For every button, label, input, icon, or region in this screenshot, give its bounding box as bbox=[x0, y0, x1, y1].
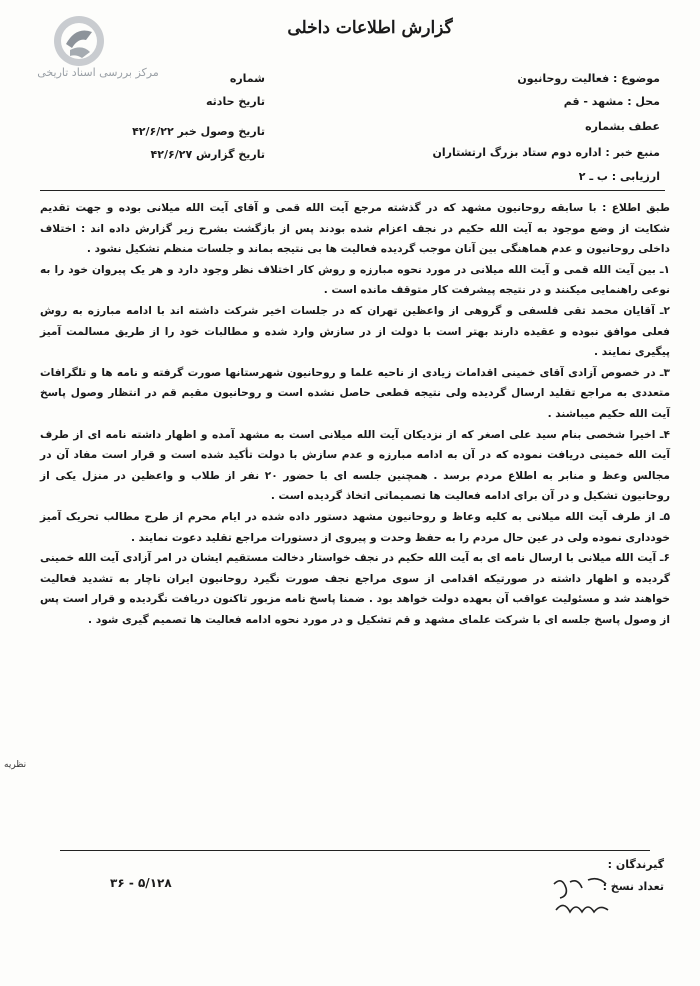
copies-label: تعداد نسخ : bbox=[602, 880, 664, 893]
body-paragraph: ۱ـ بین آیت الله قمی و آیت الله میلانی در مورد نحوه مبارزه و روش کار اختلاف نظر وجود دارد و هر یک پیروان خود را به نوعی راهنمایی میکنند و در نتیجه پیشرفت کار متوقف مانده است . bbox=[40, 263, 670, 297]
body-paragraph: ۳ـ در خصوص آزادی آقای خمینی اقدامات زیادی از ناحیه علما و روحانیون شهرستانها صورت گرفته و نامه ها و تلگرافات متعددی به مراجع تقلید ارسال گردیده ولی نتیجه قطعی حاصل نشده است و روحانیون مقیم قم در انتظار وصول پاسخ آیت الله حکیم میباشند . bbox=[40, 366, 670, 420]
rating-field: ارزیابی : ب ـ ۲ bbox=[578, 170, 660, 183]
header-divider bbox=[40, 190, 665, 191]
received-date-field: تاریخ وصول خبر ۴۲/۶/۲۲ bbox=[132, 125, 265, 138]
event-date-field: تاریخ حادثه bbox=[206, 95, 265, 108]
archive-name: مرکز بررسی اسناد تاریخی bbox=[37, 66, 159, 79]
report-body bbox=[40, 198, 670, 630]
number-field: شماره bbox=[229, 72, 265, 85]
body-paragraph: ۲ـ آقایان محمد تقی فلسفی و گروهی از واعظین تهران که در جلسات اخیر شرکت داشته اند با ادامه مبارزه به روش فعلی موافق نبوده و عقیده دارند بهتر است با دولت از در سازش وارد شده و مطالبات خود را از طریق مسالمت آمیز پیگیری نمایند . bbox=[40, 304, 670, 359]
signature-icon bbox=[548, 874, 618, 920]
body-paragraph: طبق اطلاع : با سابقه روحانیون مشهد که در گذشته مرجع آیت الله قمی و آقای آیت الله میلانی بوده و جهت تقدیم شکایت از وضع موجود به آیت الله حکیم در نجف اعزام شده بودند پس از بازگشت بشرح زیر گزارش داده اند : اختلاف داخلی روحانیون و عدم هماهنگی بین آنان موجب گردیده فعالیت ها بی نتیجه بماند و جلسات منظم تشکیل نشود . bbox=[40, 202, 670, 256]
margin-note: نظریه bbox=[4, 760, 27, 770]
archive-logo-icon bbox=[52, 14, 106, 68]
body-paragraph: ۴ـ اخیرا شخصی بنام سید علی اصغر که از نزدیکان آیت الله میلانی است به مشهد آمده و اظهار داشته نامه ای از طرف آیت الله خمینی دریافت نموده که در آن به ادامه مبارزه و عدم سازش با دولت تأکید شده است و قرار است مفاد آن در مجالس وعظ و منابر به اطلاع مردم برسد . همچنین جلسه ای با حضور ۲۰ نفر از طلاب و واعظین در منزل یکی از روحانیون تشکیل و در آن برای ادامه فعالیت ها تصمیماتی اتخاذ گردیده است . bbox=[40, 428, 670, 503]
report-date-field: تاریخ گزارش ۴۲/۶/۲۷ bbox=[150, 148, 265, 161]
footer-divider bbox=[60, 850, 650, 851]
reference-number: ۳۶ - ۵/۱۲۸ bbox=[110, 876, 172, 890]
reference-number-field: عطف بشماره bbox=[585, 120, 660, 133]
body-paragraph: ۵ـ از طرف آیت الله میلانی به کلیه وعاظ و روحانیون مشهد دستور داده شده در ایام محرم از طرح مطالب تحریک آمیز خودداری نموده ولی در عین حال مردم را به حفظ وحدت و پیروی از دستورات مراجع تقلید دعوت نمایند . bbox=[40, 510, 670, 544]
source-field: منبع خبر : اداره دوم ستاد بزرگ ارتشتاران bbox=[432, 146, 660, 159]
location-field: محل : مشهد - قم bbox=[563, 95, 660, 108]
subject-field: موضوع : فعالیت روحانیون bbox=[517, 72, 660, 85]
recipients-label: گیرندگان : bbox=[607, 858, 664, 871]
body-paragraph: ۶ـ آیت الله میلانی با ارسال نامه ای به آیت الله حکیم در نجف خواستار دخالت مستقیم ایشان در امر آزادی آیت الله خمینی گردیده و اظهار داشته در صورتیکه اقدامی از سوی مراجع نجف صورت نگیرد روحانیون ایران ناچار به تشدید فعالیت خواهند شد و مسئولیت عواقب آن بعهده دولت خواهد بود . ضمنا پاسخ نامه مزبور تاکنون دریافت نگردیده و قرار است پس از وصول پاسخ جلسه ای با شرکت علمای مشهد و قم تشکیل و در مورد نحوه ادامه فعالیت ها تصمیم گیری شود . bbox=[40, 552, 670, 626]
document-title: گزارش اطلاعات داخلی bbox=[287, 18, 453, 38]
